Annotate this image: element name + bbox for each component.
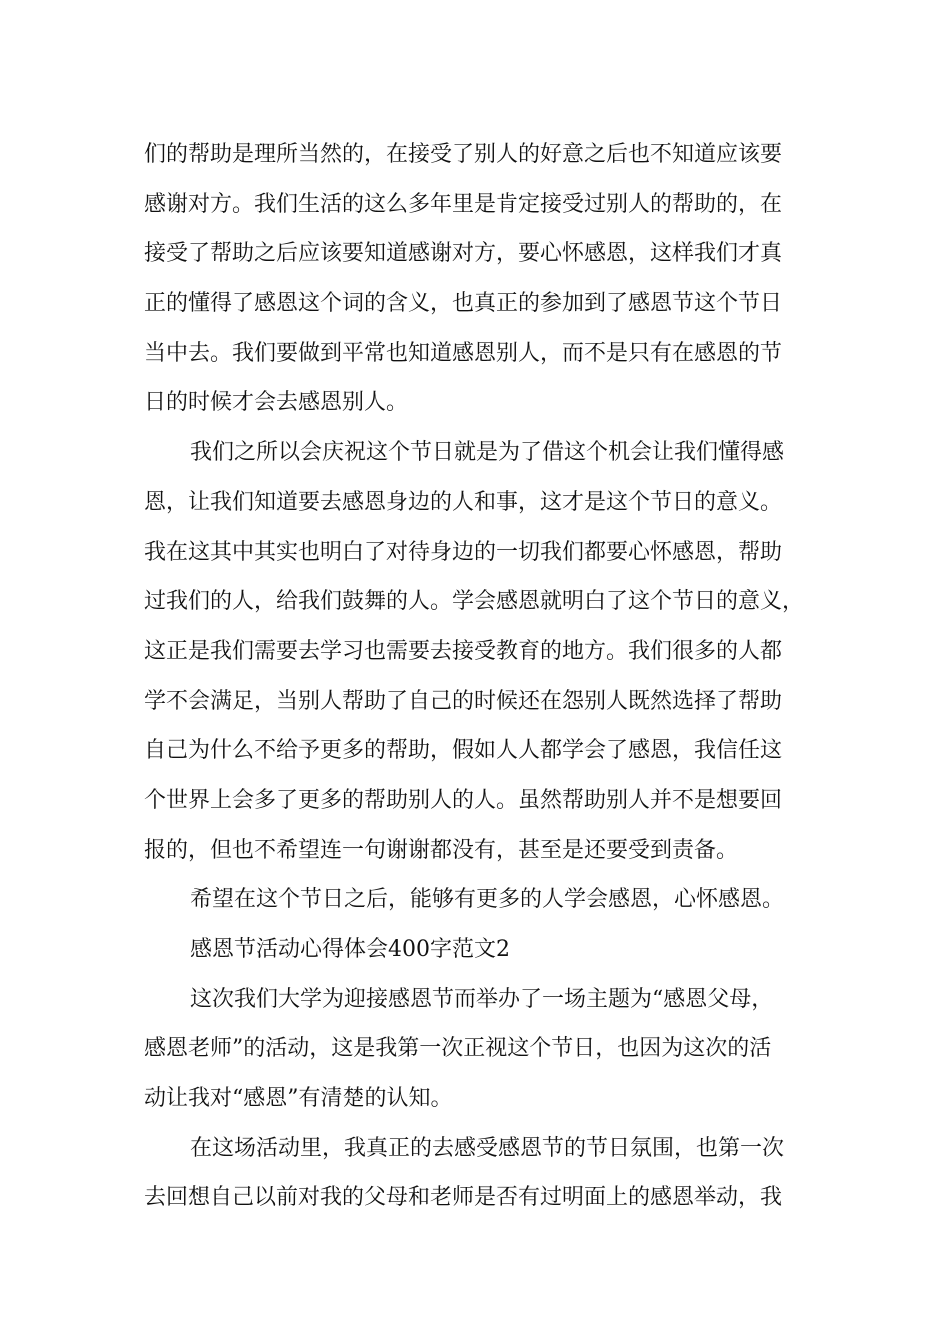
- text-line: 个世界上会多了更多的帮助别人的人。虽然帮助别人并不是想要回: [144, 787, 783, 813]
- text-line: 学不会满足，当别人帮助了自己的时候还在怨别人既然选择了帮助: [144, 688, 783, 714]
- text-line: 接受了帮助之后应该要知道感谢对方，要心怀感恩，这样我们才真: [144, 241, 783, 267]
- text-line: 感恩节活动心得体会400字范文2: [190, 937, 510, 962]
- text-line: 恩，让我们知道要去感恩身边的人和事，这才是这个节日的意义。: [144, 489, 783, 515]
- text-line: 过我们的人，给我们鼓舞的人。学会感恩就明白了这个节日的意义，: [144, 589, 805, 615]
- text-line: 这正是我们需要去学习也需要去接受教育的地方。我们很多的人都: [144, 638, 783, 664]
- text-line: 感恩老师”的活动，这是我第一次正视这个节日，也因为这次的活: [144, 1036, 772, 1062]
- text-line: 们的帮助是理所当然的，在接受了别人的好意之后也不知道应该要: [144, 142, 783, 167]
- text-line: 报的，但也不希望连一句谢谢都没有，甚至是还要受到责备。: [144, 837, 739, 863]
- text-line: 去回想自己以前对我的父母和老师是否有过明面上的感恩举动，我: [144, 1185, 783, 1211]
- text-line: 正的懂得了感恩这个词的含义，也真正的参加到了感恩节这个节日: [144, 291, 783, 317]
- text-line: 这次我们大学为迎接感恩节而举办了一场主题为“感恩父母，: [190, 986, 774, 1012]
- text-line: 希望在这个节日之后，能够有更多的人学会感恩，心怀感恩。: [190, 887, 785, 913]
- text-line: 日的时候才会去感恩别人。: [144, 390, 409, 416]
- text-line: 当中去。我们要做到平常也知道感恩别人，而不是只有在感恩的节: [144, 340, 783, 366]
- text-line: 我在这其中其实也明白了对待身边的一切我们都要心怀感恩，帮助: [144, 539, 783, 565]
- document-body: [144, 130, 824, 1223]
- text-line: 我们之所以会庆祝这个节日就是为了借这个机会让我们懂得感: [190, 440, 785, 466]
- text-line: 自己为什么不给予更多的帮助，假如人人都学会了感恩，我信任这: [144, 738, 783, 764]
- text-line: 在这场活动里，我真正的去感受感恩节的节日氛围，也第一次: [190, 1135, 785, 1161]
- text-line: 感谢对方。我们生活的这么多年里是肯定接受过别人的帮助的，在: [144, 191, 783, 217]
- text-line: 动让我对“感恩”有清楚的认知。: [144, 1086, 453, 1112]
